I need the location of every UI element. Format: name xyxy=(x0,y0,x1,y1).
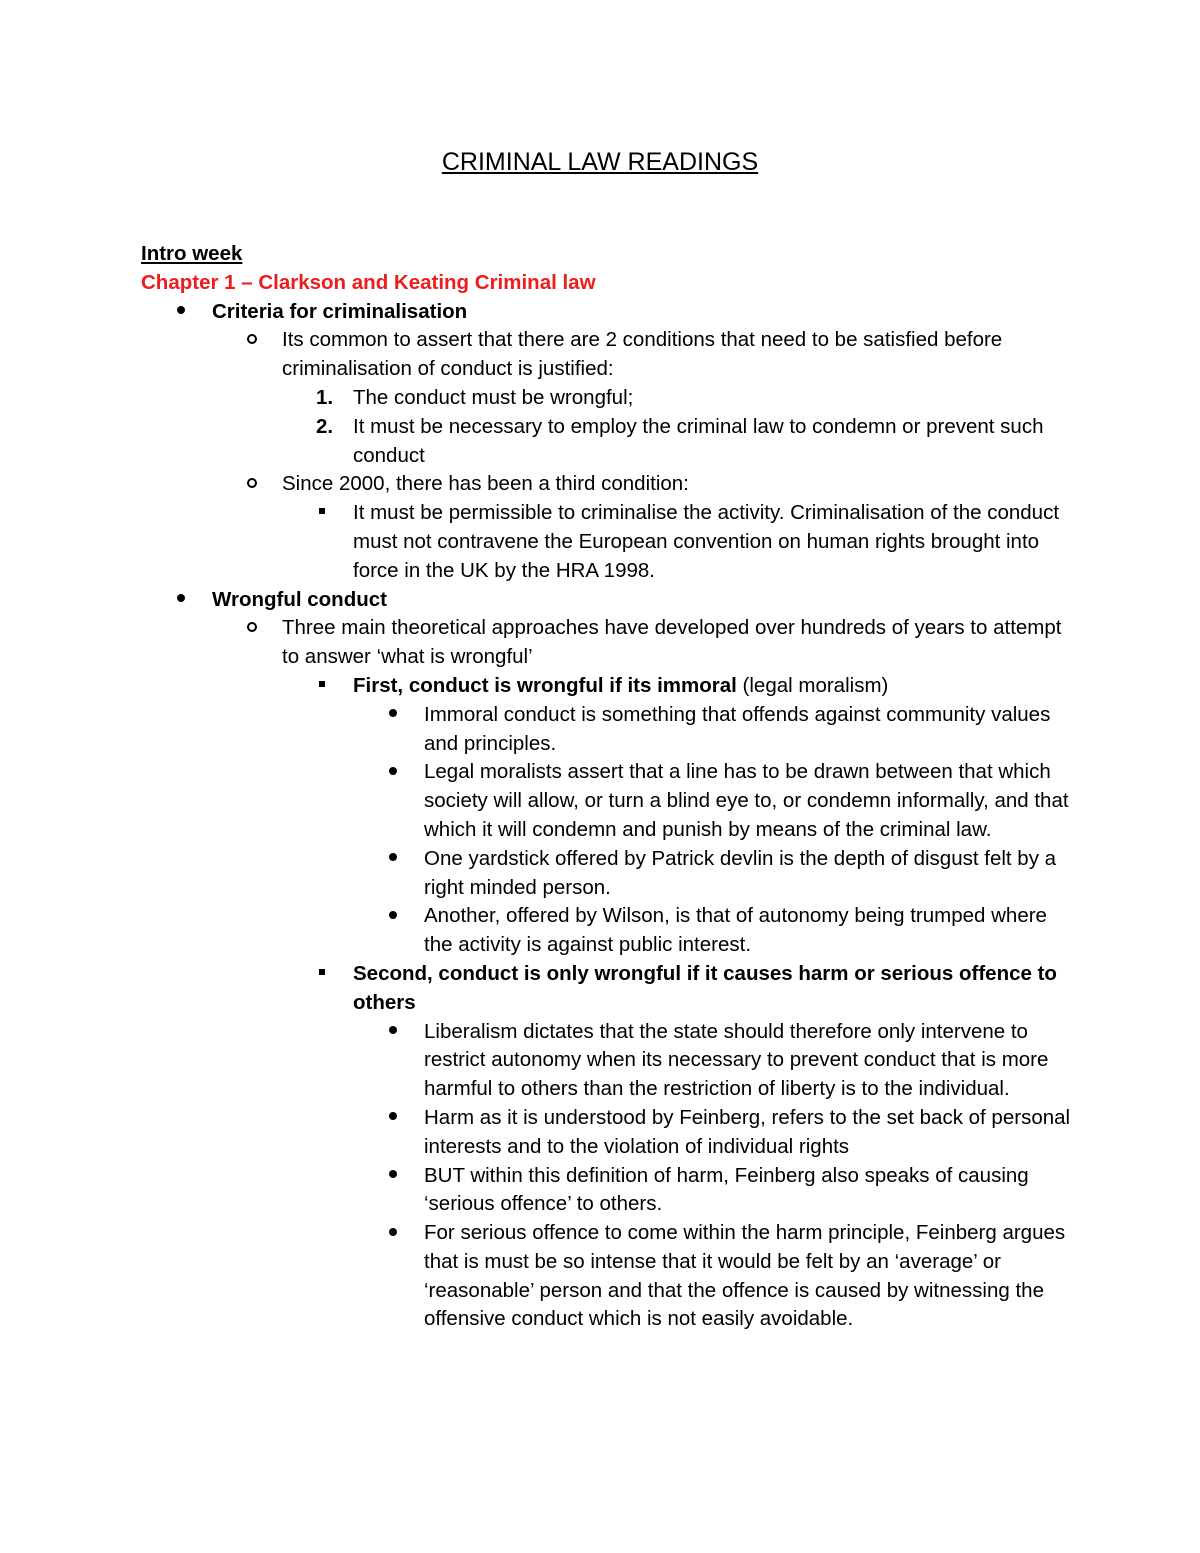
approach-heading-first: First, conduct is wrongful if its immoral xyxy=(353,673,737,697)
approach-heading-second: Second, conduct is only wrongful if it causes harm or serious offence to others xyxy=(353,961,1057,1014)
list-number: 1. xyxy=(316,385,334,409)
bullet-icon xyxy=(171,586,191,615)
list-item xyxy=(141,758,1071,844)
week-heading: Intro week xyxy=(141,242,243,265)
bullet-icon xyxy=(383,845,403,874)
section-heading-criteria: Criteria for criminalisation xyxy=(212,299,468,323)
list-item xyxy=(141,614,1071,672)
list-item xyxy=(141,1219,1071,1334)
list-item xyxy=(141,298,1071,327)
bullet-icon xyxy=(383,1219,403,1248)
chapter-heading: Chapter 1 – Clarkson and Keating Criminal law xyxy=(141,270,596,294)
list-item xyxy=(141,1162,1071,1220)
bullet-icon xyxy=(383,1104,403,1133)
list-item xyxy=(141,1018,1071,1104)
section-heading-wrongful: Wrongful conduct xyxy=(212,587,387,611)
list-item xyxy=(141,586,1071,615)
list-item-text: Its common to assert that there are 2 conditions that need to be satisfied before criminalisation of conduct is justified: xyxy=(282,328,1003,381)
bullet-icon xyxy=(171,298,191,327)
list-item-text: Liberalism dictates that the state should therefore only intervene to restrict autonomy when its necessary to prevent conduct that is more harmful to others than the restriction of liberty is to the individual. xyxy=(424,1019,1049,1101)
bullet-icon xyxy=(383,701,403,730)
bullet-icon xyxy=(383,758,403,787)
list-number: 2. xyxy=(316,414,334,438)
list-item xyxy=(141,470,1071,499)
list-item-text: It must be necessary to employ the criminal law to condemn or prevent such conduct xyxy=(353,414,1044,467)
document-body xyxy=(141,240,1071,1334)
list-item-text: BUT within this definition of harm, Feinberg also speaks of causing ‘serious offence’ to others. xyxy=(424,1163,1029,1216)
bullet-icon xyxy=(383,1162,403,1191)
list-item xyxy=(141,1104,1071,1162)
list-item xyxy=(141,499,1071,585)
circle-bullet-icon xyxy=(242,470,262,499)
circle-bullet-icon xyxy=(242,326,262,355)
list-item xyxy=(141,413,1071,471)
bullet-icon xyxy=(383,1018,403,1047)
list-item xyxy=(141,326,1071,384)
list-item-text: For serious offence to come within the harm principle, Feinberg argues that is must be so intense that it would be felt by an ‘average’ or ‘reasonable’ person and that the offence is caused by witnessing the offensive conduct which is not easily avoidable. xyxy=(424,1221,1066,1331)
list-item-text: It must be permissible to criminalise the activity. Criminalisation of the conduct must not contravene the European convention on human rights brought into force in the UK by the HRA 1998. xyxy=(353,501,1060,582)
list-item-text: Legal moralists assert that a line has to be drawn between that which society will allow, or turn a blind eye to, or condemn informally, and that which it will condemn and punish by means of the criminal law. xyxy=(424,760,1069,841)
list-item xyxy=(141,902,1071,960)
list-item-text: Since 2000, there has been a third condition: xyxy=(282,472,689,496)
list-item-text: Harm as it is understood by Feinberg, refers to the set back of personal interests and to the violation of individual rights xyxy=(424,1105,1071,1158)
list-item-text: Another, offered by Wilson, is that of autonomy being trumped where the activity is against public interest. xyxy=(424,904,1047,957)
list-item-text: The conduct must be wrongful; xyxy=(353,385,634,409)
list-item xyxy=(141,960,1071,1018)
square-bullet-icon xyxy=(312,499,332,528)
circle-bullet-icon xyxy=(242,614,262,643)
list-item-text: Three main theoretical approaches have developed over hundreds of years to attempt to answer ‘what is wrongful’ xyxy=(282,616,1062,669)
list-item xyxy=(141,672,1071,701)
square-bullet-icon xyxy=(312,960,332,989)
square-bullet-icon xyxy=(312,672,332,701)
list-item-text: One yardstick offered by Patrick devlin is the depth of disgust felt by a right minded person. xyxy=(424,846,1057,899)
approach-heading-suffix: (legal moralism) xyxy=(736,673,889,697)
document-title: CRIMINAL LAW READINGS xyxy=(441,148,759,176)
list-item-text: Immoral conduct is something that offends against community values and principles. xyxy=(424,702,1051,755)
list-item xyxy=(141,701,1071,759)
list-item xyxy=(141,845,1071,903)
list-item xyxy=(141,384,1071,413)
bullet-icon xyxy=(383,902,403,931)
